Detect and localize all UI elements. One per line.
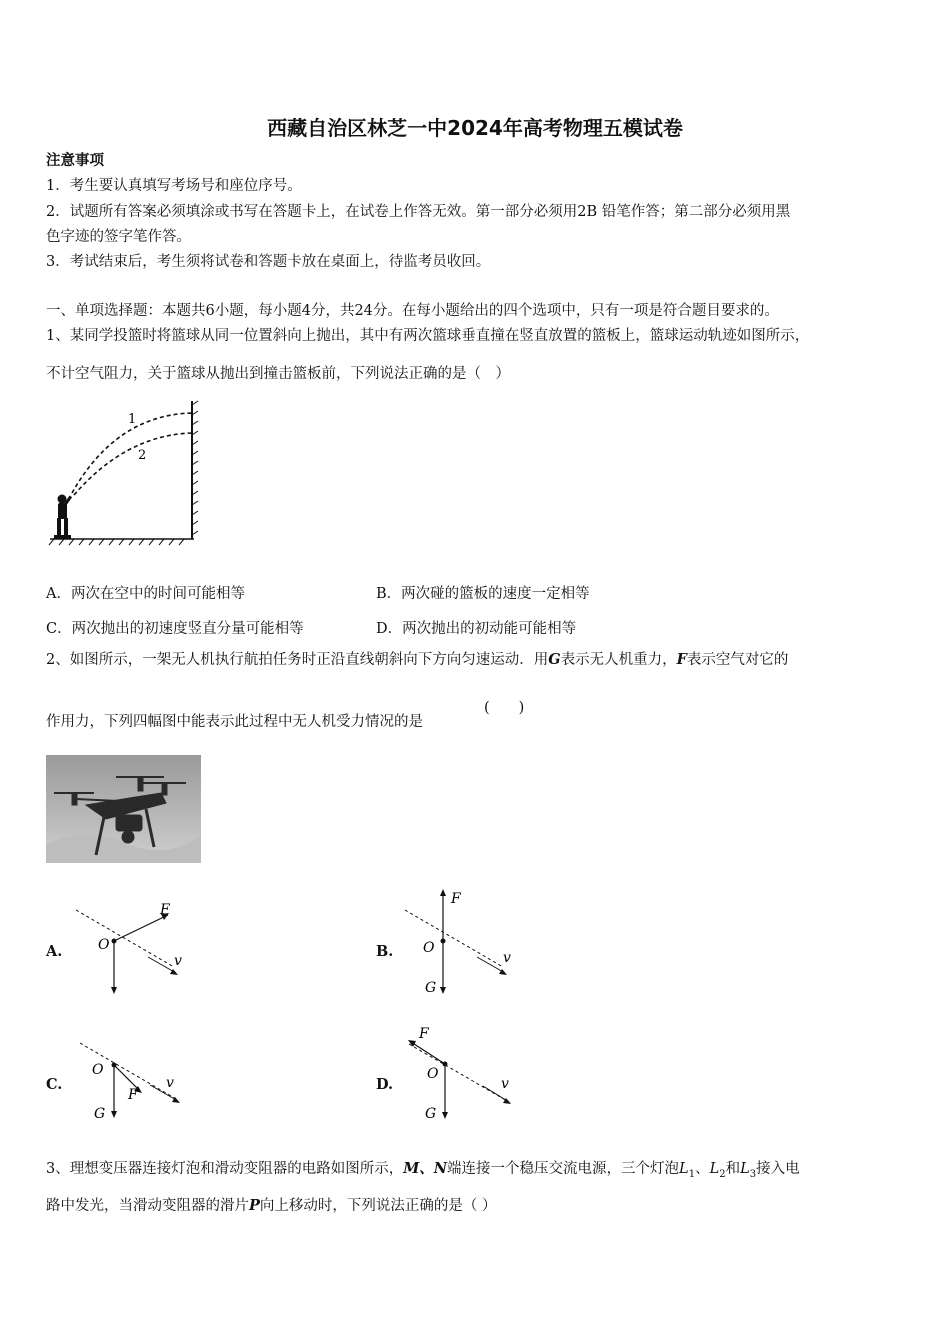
q3-stem-line1: 3、理想变压器连接灯泡和滑动变阻器的电路如图所示，M、N端连接一个稳压交流电源，三个灯泡$L_1$、$L_2$和$L_3$接入电 xyxy=(46,1160,800,1180)
svg-text:O: O xyxy=(98,937,110,953)
svg-text:O: O xyxy=(423,940,435,956)
q2-stem-line1: 2、如图所示，一架无人机执行航拍任务时正沿直线朝斜向下方向匀速运动．用G表示无人机重力，F表示空气对它的 xyxy=(46,651,789,668)
q2-diagram-c[interactable] xyxy=(76,1035,206,1125)
svg-text:v: v xyxy=(501,1076,509,1092)
svg-text:G: G xyxy=(94,1106,106,1122)
q1-stem-line1: 1、某同学投篮时将篮球从同一位置斜向上抛出，其中有两次篮球垂直撞在竖直放置的篮板上，篮球运动轨迹如图所示， xyxy=(46,328,810,344)
q1-option-d[interactable]: D．两次抛出的初动能可能相等 xyxy=(376,621,577,637)
q2-diagram-b[interactable] xyxy=(405,888,535,1000)
notice-heading: 注意事项 xyxy=(46,152,104,169)
notice-item-2-cont: 色字迹的签字笔作答。 xyxy=(46,229,191,245)
notice-item-2: 2．试题所有答案必须填涂或书写在答题卡上，在试卷上作答无效。第一部分必须用2B 铅笔作答；第二部分必须用黑 xyxy=(46,204,791,220)
q2-option-b-label[interactable]: B. xyxy=(376,943,394,960)
q2-stem-line2: 作用力，下列四幅图中能表示此过程中无人机受力情况的是 xyxy=(46,714,423,730)
svg-text:G: G xyxy=(425,980,437,996)
trajectory-label-2: 2 xyxy=(138,448,147,463)
thrower-figure xyxy=(54,495,72,540)
q1-option-a[interactable]: A．两次在空中的时间可能相等 xyxy=(46,586,245,602)
svg-text:O: O xyxy=(427,1066,439,1082)
q2-diagram-a[interactable] xyxy=(76,895,206,1000)
svg-text:O: O xyxy=(92,1062,104,1078)
svg-text:F: F xyxy=(128,1087,138,1103)
q1-basketball-figure xyxy=(46,395,216,550)
svg-text:F: F xyxy=(160,902,170,918)
q2-option-c-label[interactable]: C. xyxy=(46,1076,63,1093)
drone-photo xyxy=(46,755,201,863)
trajectory-label-1: 1 xyxy=(128,412,137,427)
svg-text:v: v xyxy=(174,953,182,969)
page-title: 西藏自治区林芝一中2024年高考物理五模试卷 xyxy=(267,116,683,140)
q1-option-c[interactable]: C．两次抛出的初速度竖直分量可能相等 xyxy=(46,621,304,637)
q3-stem-line2: 路中发光，当滑动变阻器的滑片P向上移动时，下列说法正确的是（ ） xyxy=(46,1197,497,1214)
q2-answer-paren: ( ) xyxy=(484,700,525,716)
svg-text:v: v xyxy=(503,950,511,966)
notice-item-1: 1．考生要认真填写考场号和座位序号。 xyxy=(46,178,302,194)
svg-text:F: F xyxy=(419,1026,429,1042)
q1-stem-line2: 不计空气阻力，关于篮球从抛出到撞击篮板前，下列说法正确的是（ ） xyxy=(46,366,510,382)
svg-text:F: F xyxy=(451,891,461,907)
svg-text:G: G xyxy=(425,1106,437,1122)
section-heading: 一、单项选择题：本题共6小题，每小题4分，共24分。在每小题给出的四个选项中，只有一项是符合题目要求的。 xyxy=(46,303,779,319)
notice-item-3: 3．考试结束后，考生须将试卷和答题卡放在桌面上，待监考员收回。 xyxy=(46,254,491,270)
q2-option-a-label[interactable]: A. xyxy=(46,943,63,960)
svg-text:v: v xyxy=(166,1075,174,1091)
q2-diagram-d[interactable] xyxy=(405,1024,535,1124)
q2-option-d-label[interactable]: D. xyxy=(376,1076,394,1093)
q1-option-b[interactable]: B．两次碰的篮板的速度一定相等 xyxy=(376,586,590,602)
